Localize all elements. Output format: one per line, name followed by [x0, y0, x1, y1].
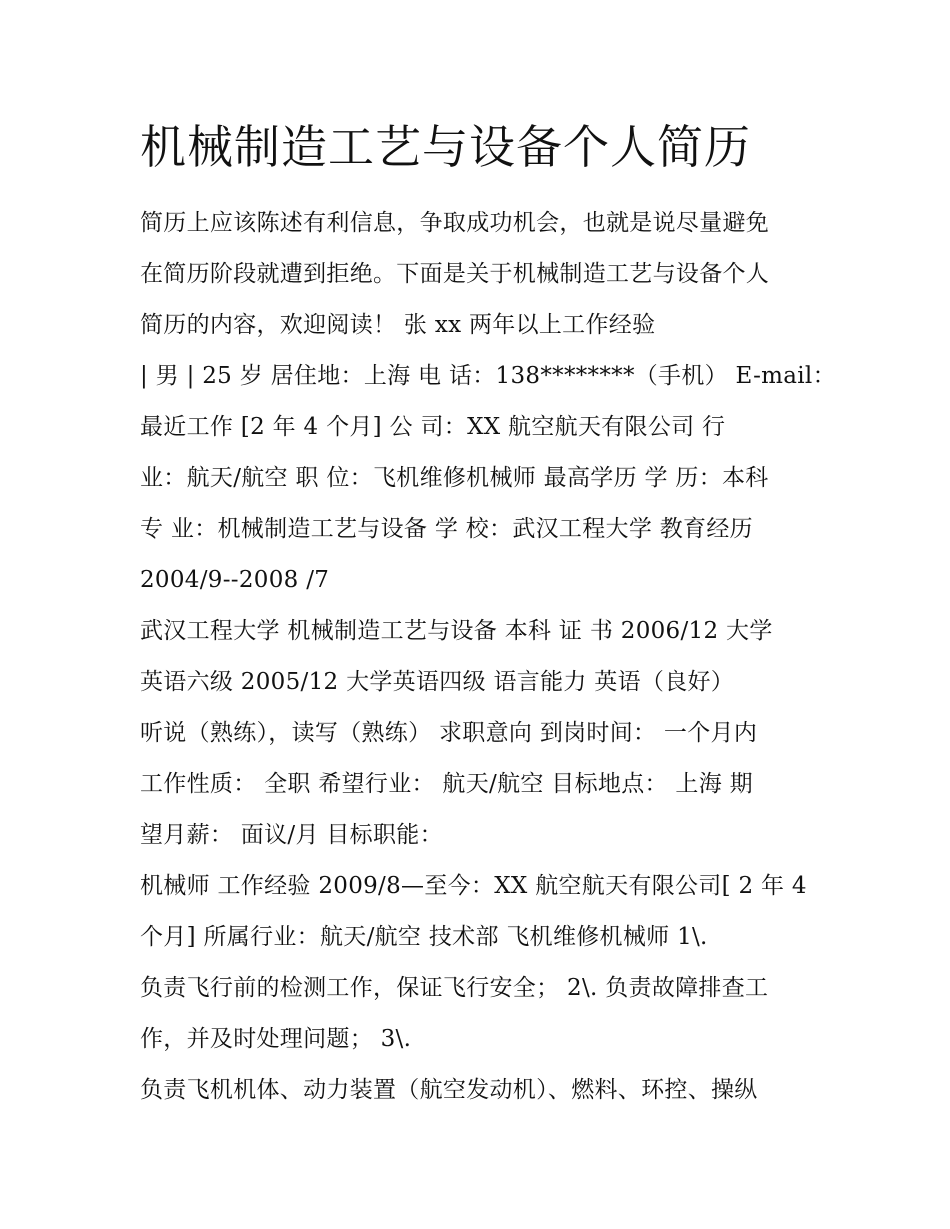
document-body	[140, 198, 836, 1116]
body-line: 专 业：机械制造工艺与设备 学 校：武汉工程大学 教育经历	[140, 516, 753, 542]
body-line: 在简历阶段就遭到拒绝。下面是关于机械制造工艺与设备个人	[140, 261, 770, 287]
body-line: 听说（熟练），读写（熟练） 求职意向 到岗时间： 一个月内	[140, 720, 758, 746]
body-line: 武汉工程大学 机械制造工艺与设备 本科 证 书 2006/12 大学	[140, 618, 773, 644]
body-line: 最近工作 [2 年 4 个月] 公 司：XX 航空航天有限公司 行	[140, 414, 726, 440]
document-title: 机械制造工艺与设备个人简历	[140, 120, 751, 174]
body-line: 作，并及时处理问题； 3\.	[140, 1026, 412, 1052]
body-line: 业：航天/航空 职 位：飞机维修机械师 最高学历 学 历：本科	[140, 465, 769, 491]
body-line: 机械师 工作经验 2009/8—至今：XX 航空航天有限公司[ 2 年 4	[140, 873, 807, 899]
body-line: 简历的内容，欢迎阅读！ 张 xx 两年以上工作经验	[140, 312, 656, 338]
body-line: 个月] 所属行业：航天/航空 技术部 飞机维修机械师 1\.	[140, 924, 708, 950]
body-line: 工作性质： 全职 希望行业： 航天/航空 目标地点： 上海 期	[140, 771, 753, 797]
body-line: 负责飞行前的检测工作，保证飞行安全； 2\. 负责故障排查工	[140, 975, 769, 1001]
body-line: 英语六级 2005/12 大学英语四级 语言能力 英语（良好）	[140, 669, 735, 695]
body-line: 负责飞机机体、动力装置（航空发动机）、燃料、环控、操纵	[140, 1077, 758, 1103]
body-line: 望月薪： 面议/月 目标职能：	[140, 822, 443, 848]
body-line: | 男 | 25 岁 居住地：上海 电 话：138********（手机） E-mail：	[140, 363, 836, 389]
body-line: 2004/9--2008 /7	[140, 567, 330, 593]
body-line: 简历上应该陈述有利信息，争取成功机会，也就是说尽量避免	[140, 210, 770, 236]
